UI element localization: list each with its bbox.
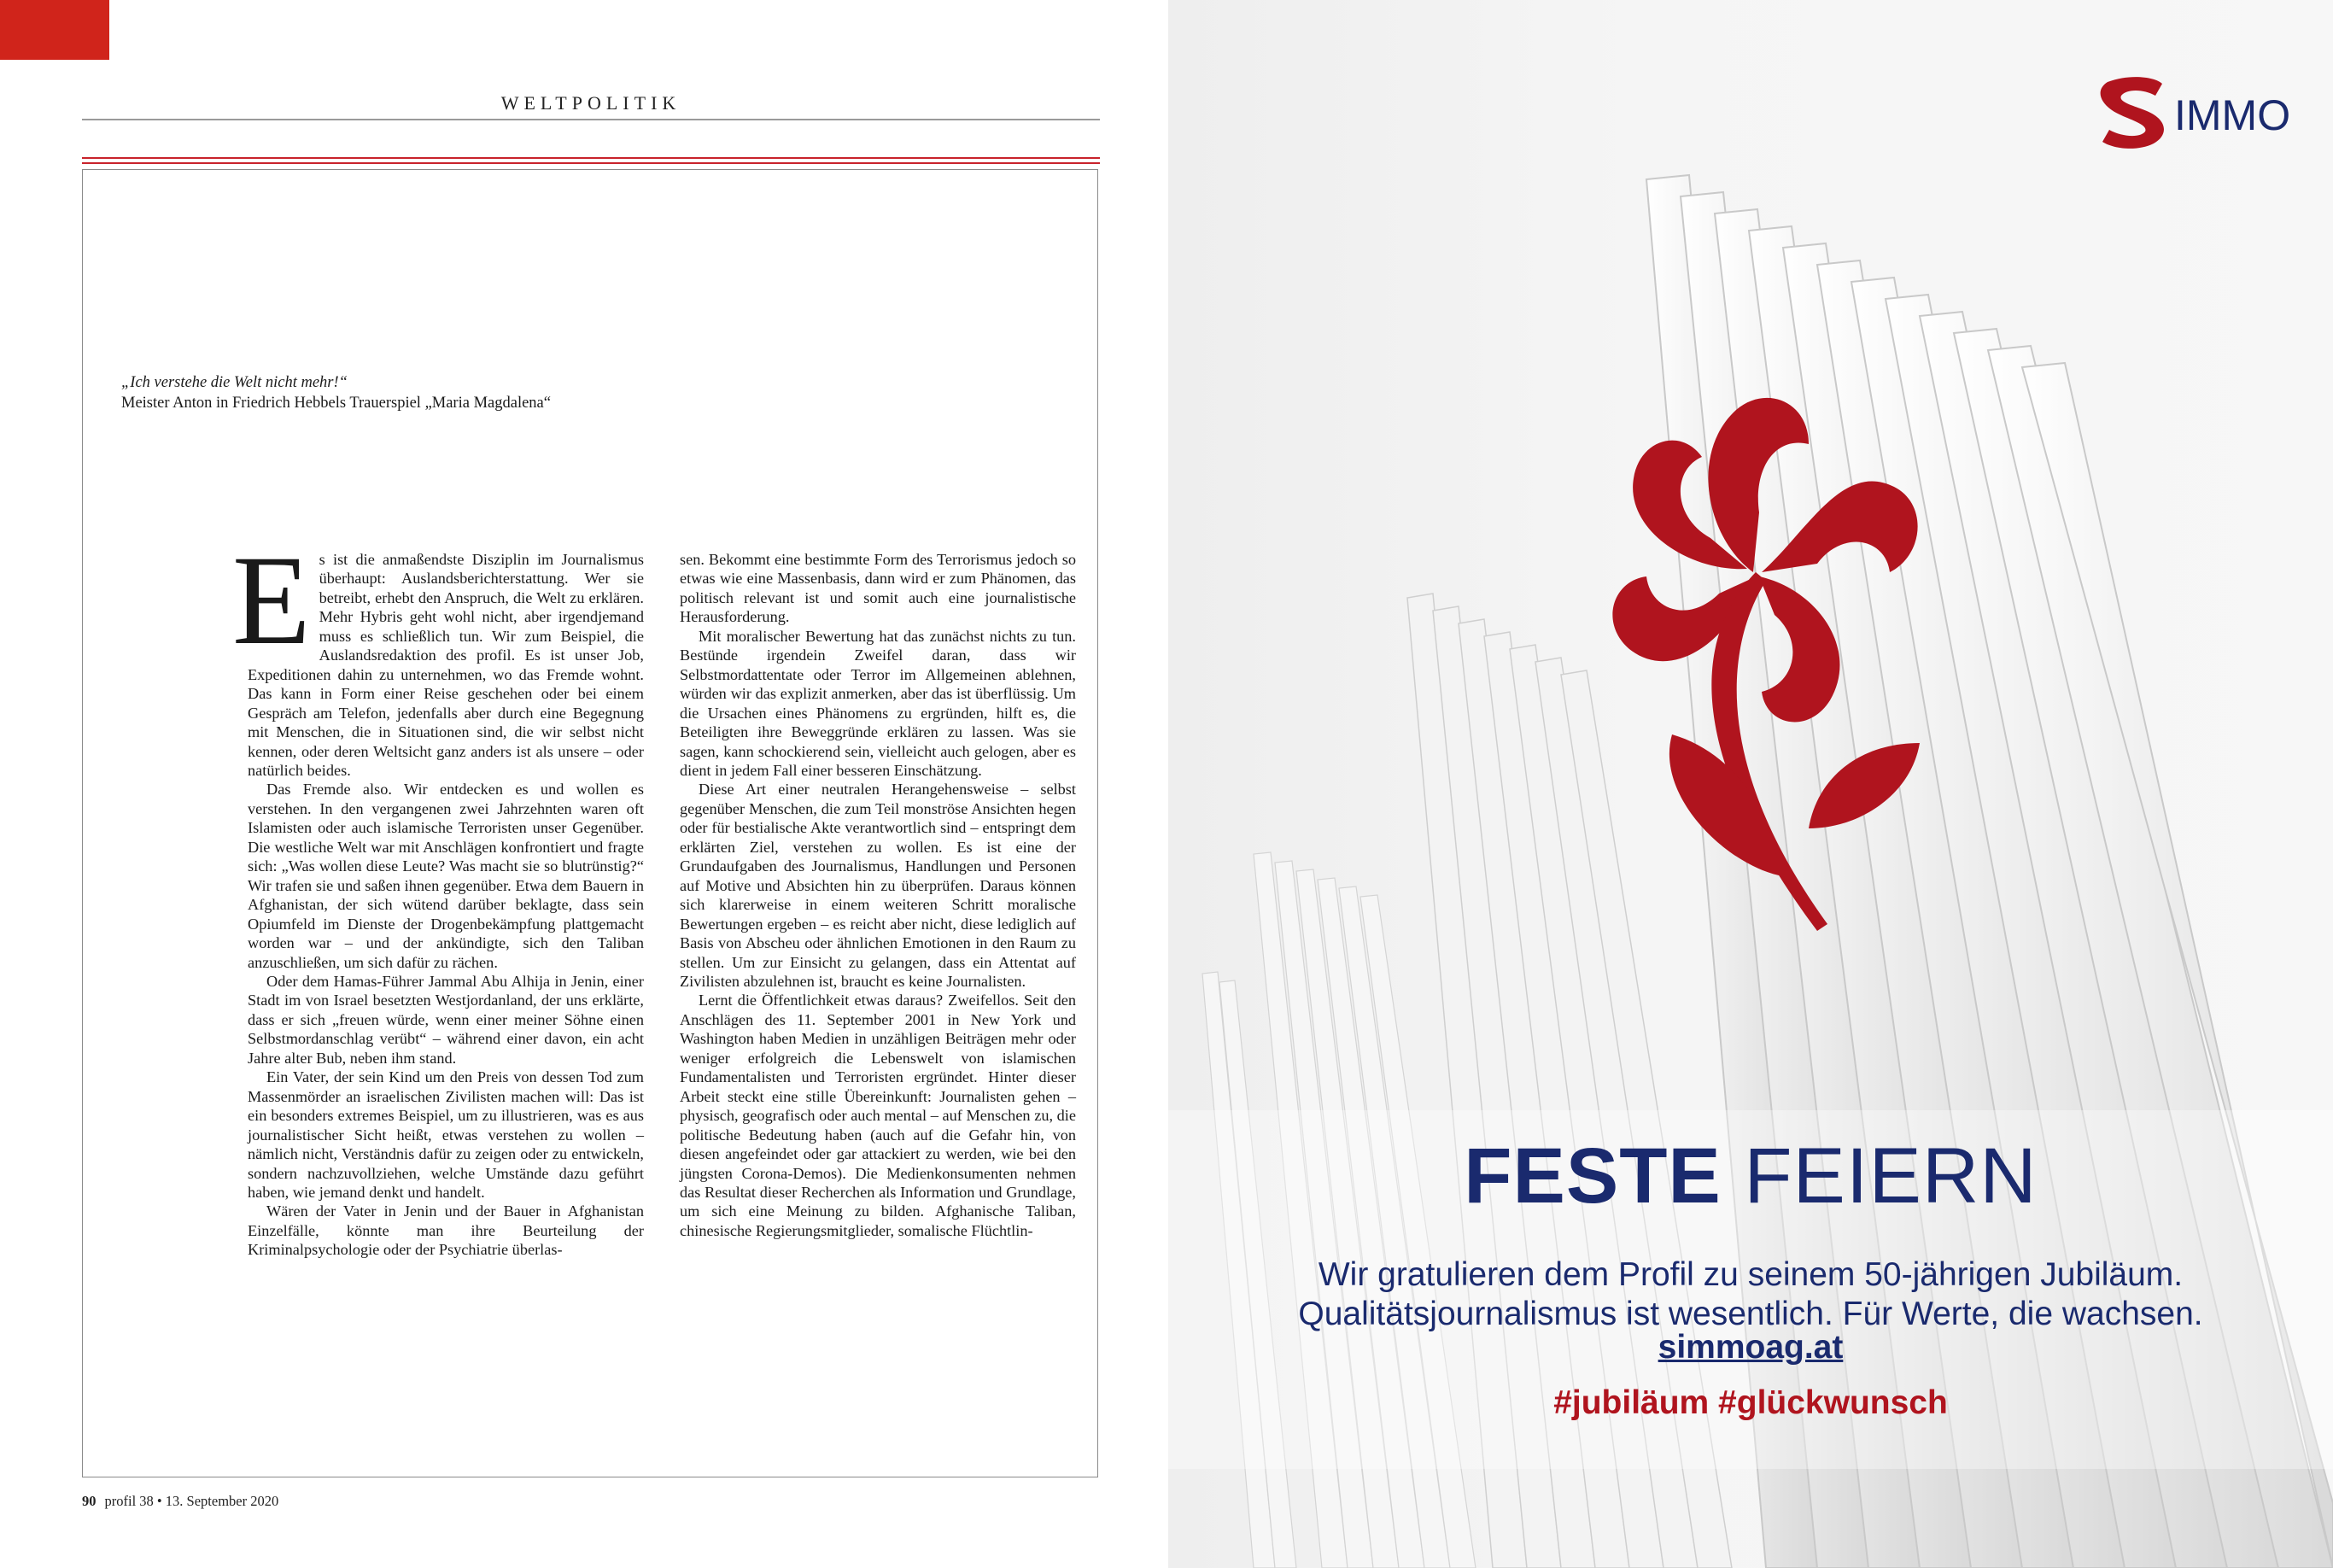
ad-headline (1168, 1133, 2333, 1219)
advertisement-page (1168, 0, 2333, 1568)
page-number: 90 (82, 1493, 96, 1509)
epigraph-attribution: Meister Anton in Friedrich Hebbels Trauerspiel „Maria Magdalena“ (121, 395, 551, 412)
simmo-logo[interactable] (2096, 73, 2301, 150)
article-page (0, 0, 1165, 1568)
article-column-1 (232, 529, 644, 1260)
flower-icon (1561, 316, 1937, 965)
epigraph (121, 372, 719, 413)
article-paragraph: Das Fremde also. Wir entdecken es und wollen es verstehen. In den vergangenen zwei Jahrzehnten waren oft Islamisten oder auch islamische Terroristen unser Gegenüber. Die westliche Welt war mit Anschlägen konfrontiert und fragte sich: „Was wollen diese Leute? Was macht sie so blutrünstig?“ Wir trafen sie und saßen ihnen gegenüber. Etwa dem Bauern in Afghanistan, der sich wütend darüber beklagte, dass sein Opiumfeld im Dienste der Drogenbekämpfung plattgemacht worden war – und der ankündigte, sich den Taliban anzuschließen, um sich dafür zu rächen. (248, 781, 644, 971)
ad-hashtags: #jubiläum #glückwunsch (1553, 1384, 1948, 1421)
article-paragraph: Oder dem Hamas-Führer Jammal Abu Alhija in Jenin, einer Stadt im von Israel besetzten Westjordanland, der uns erklärte, dass er sich „freuen würde, wenn einer meiner Söhne einen Selbstmordanschlag verübt“ – während einer davon, ein acht Jahre alter Bub, neben ihm stand. (248, 972, 644, 1067)
logo-text: IMMO (2174, 91, 2291, 139)
ad-url-link[interactable]: simmoag.at (1658, 1329, 1844, 1366)
article-paragraph: Mit moralischer Bewertung hat das zunächst nichts zu tun. Bestünde irgendein Zweifel daran, dass wir Selbstmordattentate oder Terror im Allgemeinen ablehnen, würden wir das explizit anmerken, aber das ist überflüssig. Um die Ursachen eines Phänomens zu ergründen, hilft es, die Beteiligten ihre Beweggründe erklären zu lassen. Was sie sagen, kann schockierend sein, vielleicht auch gelogen, aber es dient in jedem Fall einer besseren Einschätzung. (680, 627, 1076, 779)
epigraph-quote: „Ich verstehe die Welt nicht mehr!“ (121, 374, 348, 391)
article-paragraph: Ein Vater, der sein Kind um den Preis von dessen Tod zum Massenmörder an israelischen Zivilisten machen will: Das ist ein besonders extremes Beispiel, um zu illustrieren, was es aus journalistischer Sicht heißt, etwas verstehen zu wollen – nämlich nicht, Verständnis dafür zu zeigen oder zu entwickeln, sondern nachzuvollziehen, welche Umstände dazu geführt haben, wie jemand denkt und handelt. (248, 1068, 644, 1201)
article-paragraph: sen. Bekommt eine bestimmte Form des Terrorismus jedoch so etwas wie eine Massenbasis, dann wird er zum Phänomen, das politisch relevant ist und somit auch eine journalistische Herausforderung. (680, 551, 1076, 626)
section-title: WELTPOLITIK (500, 92, 681, 114)
header-rule (82, 119, 1100, 120)
red-rule-top (82, 157, 1100, 159)
logo-s-mark (2101, 77, 2164, 149)
article-column-2 (680, 550, 1076, 1240)
section-color-tab (0, 0, 109, 60)
article-paragraph: Es ist die anmaßendste Disziplin im Journalismus überhaupt: Auslandsberichterstattung. Wer sie betreibt, erhebt den Anspruch, die Welt zu erklären. Mehr Hybris geht wohl nicht, aber irgendjemand muss es schließlich tun. Wir zum Beispiel, die Auslandsredaktion des profil. Es ist unser Job, Expeditionen dahin zu unternehmen, wo das Fremde wohnt. Das kann in Form einer Reise geschehen oder bei einem Gespräch am Telefon, jedenfalls aber durch eine Begegnung mit Menschen, die in Situationen sind, die wir selbst nicht kennen, oder deren Weltsicht ganz anders ist als unsere – oder natürlich beides. (232, 529, 644, 779)
article-paragraph: Diese Art einer neutralen Herangehensweise – selbst gegenüber Menschen, die zum Teil monströse Ansichten hegen oder für bestialische Akte verantwortlich sind – entspringt dem erklärten Ziel, verstehen zu wollen. Es ist eine der Grundaufgaben des Journalismus, Handlungen und Personen auf Motive und Absichten hin zu überprüfen. Daraus können sich klarerweise in einem weiteren Schritt moralische Bewertungen ergeben – es reicht aber nicht, diese lediglich auf Basis von Abscheu oder ähnlichen Emotionen in den Raum zu stellen. Um zur Einsicht zu gelangen, dass ein Attentat auf Zivilisten abzulehnen ist, braucht es keine Journalisten. (680, 781, 1076, 990)
red-rule-bottom (82, 162, 1100, 164)
ad-subtext (1168, 1255, 2333, 1334)
article-paragraph: Wären der Vater in Jenin und der Bauer in Afghanistan Einzelfälle, könnte man ihre Beurteilung der Kriminalpsychologie oder der Psychiatrie überlas- (248, 1202, 644, 1259)
ad-subtext-line-2: Qualitätsjournalismus ist wesentlich. Für Werte, die wachsen. (1298, 1296, 2203, 1332)
page-footer (82, 1493, 278, 1510)
drop-cap: E (232, 529, 311, 671)
headline-regular: FEIERN (1744, 1132, 2038, 1220)
ad-subtext-line-1: Wir gratulieren dem Profil zu seinem 50-jährigen Jubiläum. (1318, 1256, 2184, 1293)
issue-info: profil 38 • 13. September 2020 (104, 1493, 279, 1509)
headline-bold: FESTE (1464, 1132, 1722, 1220)
article-paragraph: Lernt die Öffentlichkeit etwas daraus? Zweifellos. Seit den Anschlägen des 11. September 2001 in New York und Washington haben Medien in unzähligen Beiträgen mehr oder weniger erfolgreich die Lebenswelt von islamischen Fundamentalisten und Terroristen ergründet. Hinter dieser Arbeit steckt eine stille Übereinkunft: Journalisten gehen – physisch, geografisch oder auch mental – auf Menschen zu, die politische Bedeutung haben (auch auf die Gefahr hin, von diesen angefeindet oder gar attackiert zu werden, wie bei den jüngsten Corona-Demos). Die Medienkonsumenten nehmen das Resultat dieser Recherchen als Information und Grundlage, um sich eine Meinung zu bilden. Afghanische Taliban, chinesische Regierungsmitglieder, somalische Flüchtlin- (680, 992, 1076, 1239)
